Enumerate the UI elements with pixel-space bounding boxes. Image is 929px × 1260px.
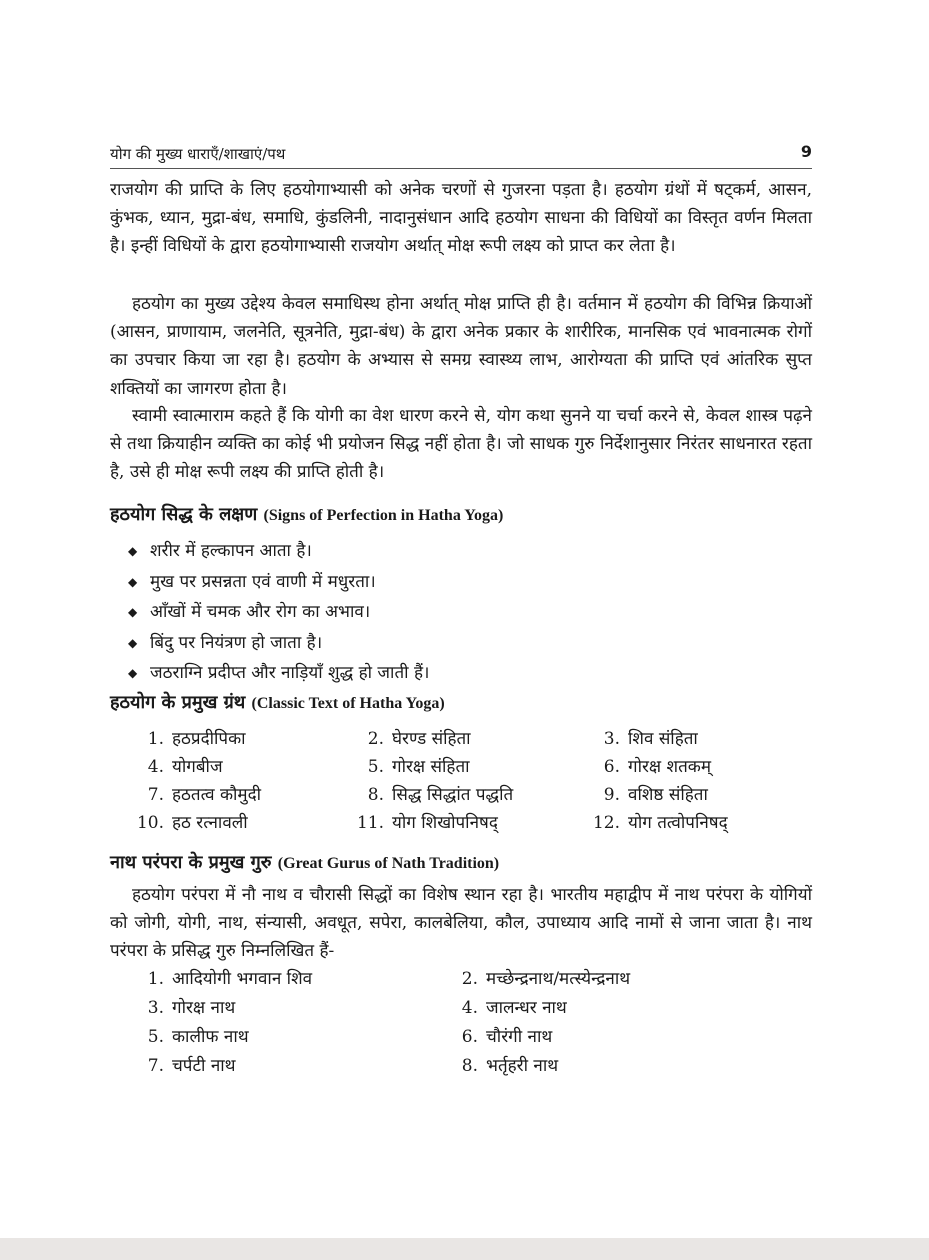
text-item: 8. सिद्ध सिद्धांत पद्धति <box>367 785 514 805</box>
guru-item: 2. मच्छेन्द्रनाथ/मत्स्येन्द्रनाथ <box>461 969 631 989</box>
guru-item: 4. जालन्धर नाथ <box>461 998 567 1018</box>
paragraph-hathyoga-purpose: हठयोग का मुख्य उद्देश्य केवल समाधिस्थ होना अर्थात् मोक्ष प्राप्ति ही है। वर्तमान में हठयोग की विभिन्न क्रियाओं (आसन, प्राणायाम, जलनेति, सूत्रनेति, मुद्रा-बंध) के द्वारा अनेक प्रकार के शारीरिक, मानसिक एवं भावनात्मक रोगों का उपचार किया जा रहा है। हठयोग के अभ्यास से समग्र स्वास्थ्य लाभ, आरोग्यता की प्राप्ति एवं आंतरिक सुप्त शक्तियों का जागरण होता है। <box>110 294 812 399</box>
chapter-title: योग की मुख्य धाराएँ/शाखाएं/पथ <box>110 145 286 163</box>
text-item: 5. गोरक्ष संहिता <box>367 757 470 777</box>
heading-hindi: हठयोग सिद्ध के लक्षण <box>110 504 258 525</box>
list-item: ◆ मुख पर प्रसन्नता एवं वाणी में मधुरता। <box>128 567 429 598</box>
heading-english: (Great Gurus of Nath Tradition) <box>277 855 500 872</box>
signs-list <box>128 536 429 689</box>
diamond-bullet-icon: ◆ <box>128 666 138 680</box>
list-item: ◆ जठराग्नि प्रदीप्त और नाड़ियाँ शुद्ध हो जाती हैं। <box>128 658 429 689</box>
guru-item: 5. कालीफ नाथ <box>147 1027 249 1047</box>
text-item: 1. हठप्रदीपिका <box>147 729 246 749</box>
diamond-bullet-icon: ◆ <box>128 635 138 650</box>
guru-item: 7. चर्पटी नाथ <box>147 1056 236 1076</box>
text-item: 11. योग शिखोपनिषद् <box>356 813 498 833</box>
heading-hindi: हठयोग के प्रमुख ग्रंथ <box>110 692 246 713</box>
text-item: 2. घेरण्ड संहिता <box>367 729 471 749</box>
list-item: ◆ शरीर में हल्कापन आता है। <box>128 536 429 567</box>
heading-english: (Signs of Perfection in Hatha Yoga) <box>263 507 504 524</box>
list-item: ◆ बिंदु पर नियंत्रण हो जाता है। <box>128 628 429 659</box>
list-item: ◆ आँखों में चमक और रोग का अभाव। <box>128 597 429 628</box>
guru-item: 3. गोरक्ष नाथ <box>147 998 236 1018</box>
section-heading-gurus <box>110 850 499 874</box>
heading-english: (Classic Text of Hatha Yoga) <box>251 695 445 712</box>
paragraph-rajyoga: राजयोग की प्राप्ति के लिए हठयोगाभ्यासी को अनेक चरणों से गुजरना पड़ता है। हठयोग ग्रंथों में षट्कर्म, आसन, कुंभक, ध्यान, मुद्रा-बंध, समाधि, कुंडलिनी, नादानुसंधान आदि हठयोग साधना की विधियों का विस्तृत वर्णन मिलता है। इन्हीं विधियों के द्वारा हठयोगाभ्यासी राजयोग अर्थात् मोक्ष रूपी लक्ष्य को प्राप्त कर लेता है। <box>110 180 812 257</box>
diamond-bullet-icon: ◆ <box>128 574 138 589</box>
text-item: 4. योगबीज <box>147 757 223 777</box>
diamond-bullet-icon: ◆ <box>128 544 138 558</box>
diamond-bullet-icon: ◆ <box>128 605 138 619</box>
guru-item: 1. आदियोगी भगवान शिव <box>147 969 313 989</box>
running-header <box>110 138 812 169</box>
text-item: 12. योग तत्वोपनिषद् <box>592 813 728 833</box>
text-item: 7. हठतत्व कौमुदी <box>147 785 262 805</box>
guru-item: 8. भर्तृहरी नाथ <box>461 1056 559 1076</box>
text-item: 6. गोरक्ष शतकम् <box>603 757 711 777</box>
page-number: 9 <box>800 142 812 161</box>
guru-item: 6. चौरंगी नाथ <box>461 1027 553 1047</box>
heading-hindi: नाथ परंपरा के प्रमुख गुरु <box>110 852 272 873</box>
paragraph-nath-tradition: हठयोग परंपरा में नौ नाथ व चौरासी सिद्धों का विशेष स्थान रहा है। भारतीय महाद्वीप में नाथ परंपरा के योगियों को जोगी, योगी, नाथ, संन्यासी, अवधूत, सपेरा, कालबेलिया, कौल, उपाध्याय आदि नामों से जाना जाता है। नाथ परंपरा के प्रसिद्ध गुरु निम्नलिखित हैं- <box>110 885 812 962</box>
paragraph-swatmaram: स्वामी स्वात्माराम कहते हैं कि योगी का वेश धारण करने से, योग कथा सुनने या चर्चा करने से, केवल शास्त्र पढ़ने से तथा क्रियाहीन व्यक्ति का कोई भी प्रयोजन सिद्ध नहीं होता है। जो साधक गुरु निर्देशानुसार निरंतर साधनारत रहता है, उसे ही मोक्ष रूपी लक्ष्य की प्राप्ति होती है। <box>110 406 812 483</box>
section-heading-signs <box>110 502 503 526</box>
section-heading-texts <box>110 690 445 714</box>
text-item: 10. हठ रत्नावली <box>136 813 248 833</box>
text-item: 3. शिव संहिता <box>603 729 698 749</box>
text-item: 9. वशिष्ठ संहिता <box>603 785 708 805</box>
page-bottom-edge <box>0 1238 929 1260</box>
